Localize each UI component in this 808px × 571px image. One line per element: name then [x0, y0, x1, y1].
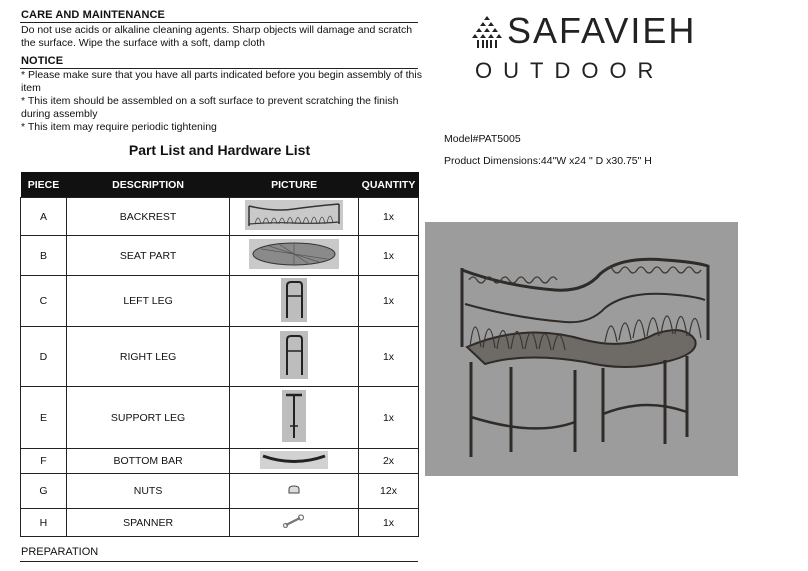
table-row — [21, 387, 419, 449]
header-picture: PICTURE — [230, 172, 359, 198]
parts-table — [20, 172, 419, 537]
left-leg-image — [281, 278, 307, 322]
picture-cell — [230, 449, 359, 474]
quantity-cell: 1x — [359, 236, 419, 276]
table-row — [21, 449, 419, 474]
piece-cell: F — [21, 449, 67, 474]
care-divider — [20, 22, 418, 23]
table-row — [21, 474, 419, 509]
care-line-1: Do not use acids or alkaline cleaning agents. Sharp objects will damage and scratch — [21, 24, 413, 36]
description-cell: NUTS — [66, 474, 229, 509]
piece-cell: D — [21, 327, 67, 387]
picture-cell — [230, 236, 359, 276]
piece-cell: C — [21, 276, 67, 327]
picture-cell — [230, 327, 359, 387]
picture-cell — [230, 509, 359, 537]
table-row — [21, 236, 419, 276]
nuts-image — [287, 484, 301, 496]
quantity-cell: 1x — [359, 276, 419, 327]
piece-cell: E — [21, 387, 67, 449]
product-photo — [425, 222, 738, 476]
right-leg-image — [280, 331, 308, 379]
care-title: CARE AND MAINTENANCE — [21, 9, 165, 21]
header-piece: PIECE — [21, 172, 67, 198]
piece-cell: G — [21, 474, 67, 509]
table-row — [21, 327, 419, 387]
notice-line-3: * This item should be assembled on a soft surface to prevent scratching the finish — [21, 95, 399, 107]
quantity-cell: 1x — [359, 387, 419, 449]
quantity-cell: 1x — [359, 198, 419, 236]
picture-cell — [230, 198, 359, 236]
brand-name: SAFAVIEH — [507, 10, 697, 51]
description-cell: LEFT LEG — [66, 276, 229, 327]
quantity-cell: 1x — [359, 509, 419, 537]
table-title: Part List and Hardware List — [128, 142, 311, 158]
preparation-divider — [20, 561, 418, 562]
notice-line-2: item — [21, 82, 41, 94]
product-dimensions: Product Dimensions:44"W x24 " D x30.75" H — [444, 155, 652, 167]
quantity-cell: 12x — [359, 474, 419, 509]
product-model: Model#PAT5005 — [444, 133, 521, 145]
notice-line-5: * This item may require periodic tightening — [21, 121, 217, 133]
quantity-cell: 2x — [359, 449, 419, 474]
description-cell: SPANNER — [66, 509, 229, 537]
brand-subtitle: OUTDOOR — [475, 58, 665, 83]
piece-cell: B — [21, 236, 67, 276]
table-header-row — [21, 172, 419, 198]
notice-line-1: * Please make sure that you have all parts indicated before you begin assembly of this — [21, 69, 422, 81]
table-row — [21, 276, 419, 327]
seat-part-image — [249, 239, 339, 269]
notice-line-4: during assembly — [21, 108, 98, 120]
preparation-title: PREPARATION — [21, 546, 99, 558]
description-cell: SUPPORT LEG — [66, 387, 229, 449]
backrest-image — [245, 200, 343, 230]
header-description: DESCRIPTION — [66, 172, 229, 198]
description-cell: SEAT PART — [66, 236, 229, 276]
bottom-bar-image — [260, 451, 328, 469]
brand-logo-icon — [472, 15, 502, 51]
piece-cell: H — [21, 509, 67, 537]
description-cell: BOTTOM BAR — [66, 449, 229, 474]
picture-cell — [230, 276, 359, 327]
table-row — [21, 509, 419, 537]
care-line-2: the surface. Wipe the surface with a soft, damp cloth — [21, 37, 265, 49]
description-cell: BACKREST — [66, 198, 229, 236]
picture-cell — [230, 387, 359, 449]
description-cell: RIGHT LEG — [66, 327, 229, 387]
header-quantity: QUANTITY — [359, 172, 419, 198]
spanner-image — [282, 514, 306, 528]
piece-cell: A — [21, 198, 67, 236]
table-row — [21, 198, 419, 236]
quantity-cell: 1x — [359, 327, 419, 387]
picture-cell — [230, 474, 359, 509]
notice-title: NOTICE — [21, 55, 64, 67]
support-leg-image — [282, 390, 306, 442]
